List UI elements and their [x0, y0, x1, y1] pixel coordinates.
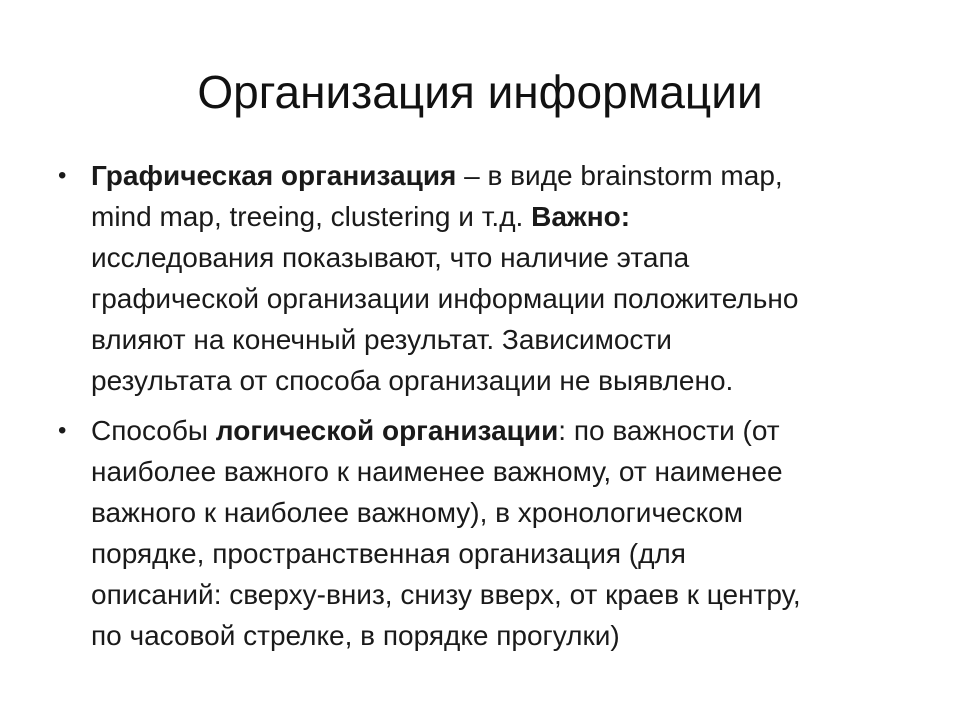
text-run: mind map, treeing, clustering и т.д.	[91, 201, 532, 232]
bold-term: Графическая организация	[91, 160, 457, 191]
text-run: влияют на конечный результат. Зависимости	[91, 324, 672, 355]
bullet-graphic-organization	[58, 155, 908, 401]
bullet-line	[91, 615, 908, 656]
bullet-line	[91, 451, 908, 492]
bullet-line	[91, 319, 908, 360]
bullet-icon: •	[58, 417, 67, 444]
bold-term: логической организации	[215, 415, 559, 446]
bullet-icon: •	[58, 162, 67, 189]
bullet-line	[91, 360, 908, 401]
bullet-line	[91, 278, 908, 319]
text-run: описаний: сверху-вниз, снизу вверх, от краев к центру,	[91, 579, 801, 610]
bullet-logical-organization	[58, 410, 908, 656]
text-run: по часовой стрелке, в порядке прогулки)	[91, 620, 620, 651]
bullet-line	[91, 533, 908, 574]
bullet-line	[91, 492, 908, 533]
text-run: – в виде brainstorm map,	[456, 160, 783, 191]
bullet-line	[91, 155, 908, 196]
text-run: результата от способа организации не выявлено.	[91, 365, 734, 396]
bullet-line	[91, 237, 908, 278]
bullet-line	[91, 410, 908, 451]
text-run: Способы	[91, 415, 216, 446]
text-run: важного к наиболее важному), в хронологическом	[91, 497, 743, 528]
bullet-line	[91, 196, 908, 237]
bullet-line	[91, 574, 908, 615]
bold-term: Важно:	[531, 201, 631, 232]
text-run: порядке, пространственная организация (для	[91, 538, 686, 569]
slide-title: Организация информации	[197, 66, 763, 118]
bullet-list	[58, 155, 908, 656]
text-run: : по важности (от	[558, 415, 780, 446]
text-run: графической организации информации положительно	[91, 283, 799, 314]
text-run: исследования показывают, что наличие этапа	[91, 242, 690, 273]
text-run: наиболее важного к наименее важному, от наименее	[91, 456, 783, 487]
